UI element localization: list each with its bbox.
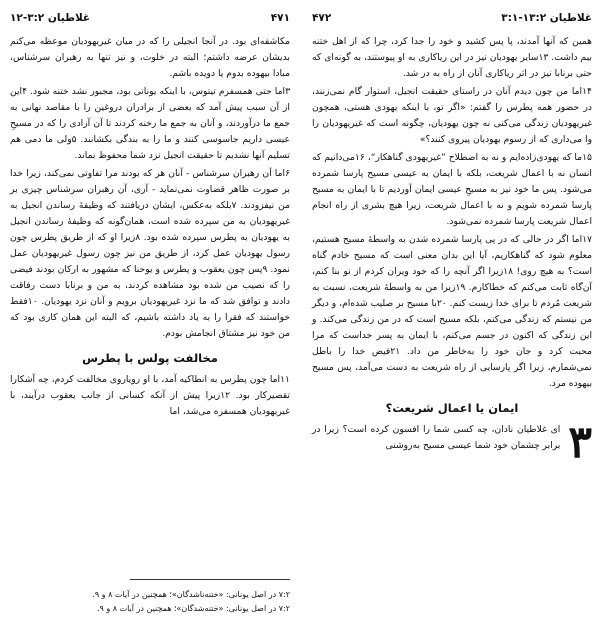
page-text — [312, 34, 593, 468]
footnote: ۷:۲ در اصل یونانی: «ختنه‌شدگان»؛ همچنین در آیات ۸ و ۹. — [96, 604, 290, 613]
paragraph: ای غلاطیان نادان، چه کسی شما را افسون کرده است؟ زیرا در برابر چشمان خود شما عیسی مسیح به‌روشنی — [312, 424, 561, 451]
section-heading: ایمان یا اعمال شریعت؟ — [385, 401, 519, 415]
page-number: ۴۷۱ — [270, 12, 290, 24]
chapter-start — [312, 417, 592, 468]
section-heading: مخالفت پولس با پطرس — [82, 351, 218, 365]
paragraph: ۱۷اما اگر در حالی که در پی پارسا شمرده شدن به واسطهٔ مسیح هستیم، معلوم شود که گناهکاریم، آیا این بدان معنی است که مسیح خادم گناه است؟ به هیچ روی! ۱۸زیرا اگر آنچه را که خود ویران کردم از نو بنا کنم، آن‌گاه ثابت می‌کنم که خطاکارم. ۱۹زیرا من به واسطهٔ شریعت، نسبت به شریعت مُردم تا برای خدا زیست کنم. ۲۰با مسیح بر صلیب شده‌ام، و دیگر من نیستم که زندگی می‌کنم، بلکه مسیح است که در من زندگی می‌کند. و این زندگی که اکنون در جسم می‌کنم، با ایمان به پسر خداست که مرا محبت کرد و جان خود را به‌خاطر من داد. ۲۱فیض خدا را باطل نمی‌شمارم، زیرا اگر پارسایی از راه شریعت به دست می‌آمد، پس مسیح بیهوده مرد. — [312, 234, 593, 389]
paragraph: ۱۴اما من چون دیدم آنان در راستای حقیقت انجیل، استوار گام نمی‌زنند، در حضور همه پطرس را گفتم: «اگر تو، با اینکه یهودی هستی، همچون غیریهودیان زندگی می‌کنی نه چون یهودیان، چگونه است که غیریهودیان را وا می‌داری که از رسوم یهودیان پیروی کنند؟» — [312, 86, 592, 145]
chapter-number: ۳ — [568, 417, 592, 468]
page-text — [10, 34, 290, 422]
paragraph: ۱۵ما که یهودی‌زاده‌ایم و نه به اصطلاح ”غیریهودی گناهکار“، ۱۶می‌دانیم که انسان نه با اعمال شریعت، بلکه با ایمان به عیسی مسیح پارسا شمرده می‌شود. پس ما خود نیز به مسیحِ عیسی ایمان آوردیم تا با ایمان به مسیح پارسا شمرده شویم و نه با اعمال شریعت، زیرا هیچ بشری از راه انجام اعمال شریعت پارسا شمرده نمی‌شود. — [312, 152, 592, 227]
paragraph: مکاشفه‌ای بود. در آنجا انجیلی را که در میان غیریهودیان موعظه می‌کنم بدیشان عرضه داشتم؛ البته در خلوت، و نیز تنها به رهبران سرشناس، مبادا بیهوده بدوم یا دویده باشم. — [10, 36, 290, 79]
page-header — [10, 10, 290, 26]
footnotes — [10, 588, 290, 616]
chapter-reference: غلاطیان ۳:۲-۱۲ — [10, 12, 91, 24]
paragraph: همین که آنها آمدند، پا پس کشید و خود را جدا کرد، چرا که از اهل ختنه بیم داشت. ۱۳سایر یهودیان نیز در این ریاکاری به او پیوستند، به گونه‌ای که حتی برنابا نیز در اثر ریاکاری آنان از راه به در شد. — [312, 36, 592, 79]
paragraph: ۶اما آن رهبران سرشناس - آنان هر که بودند مرا تفاوتی نمی‌کند، زیرا خدا بر صورت ظاهر قضاوت نمی‌نماید - آری، آن رهبران سرشناس چیزی بر من نیفزودند. ۷بلکه به‌عکس، ایشان دریافتند که وظیفهٔ رساندن انجیل به غیریهودیان به من سپرده شده است، همان‌گونه که وظیفهٔ رساندن انجیل به یهودیان به پطرس سپرده شده بود. ۸زیرا او که از طریق پطرس چون رسول یهودیان عمل کرد، از طریق من نیز چون رسول غیریهودیان عمل نمود. ۹پس چون یعقوب و پطرس و یوحنا که مشهور به ارکان بودند فیضی را که نصیب من شده بود مشاهده کردند، به من و برنابا دست رفاقت دادند و توافق شد که ما نزد غیریهودیان برویم و آنان نزد یهودیان. ۱۰فقط خواستند که فقرا را به یاد داشته باشیم، که البته این همان کاری بود که من خود نیز مشتاق انجامش بودم. — [10, 168, 290, 339]
page-right — [312, 0, 592, 626]
page-header — [312, 10, 592, 26]
footnote-divider — [130, 579, 290, 580]
footnote: ۷:۲ در اصل یونانی: «ختنه‌ناشدگان»؛ همچنین در آیات ۸ و ۹. — [92, 590, 290, 599]
paragraph: ۱۱اما چون پطرس به انطاکیه آمد، با او رویاروی مخالفت کردم، چه آشکارا تقصیرکار بود. ۱۲زیرا پیش از آنکه کسانی از جانب یعقوب درآیند، با غیریهودیان همسفره می‌شد، اما — [10, 374, 290, 417]
paragraph: ۳اما حتی همسفرم تیتوس، با اینکه یونانی بود، مجبور نشد ختنه شود. ۴این از آن سبب پیش آمد که بعضی از برادران دروغین را با مقاصد نهانی به جمع ما درآوردند، و آنان به جمع ما رخنه کردند تا آن آزادی را که در مسیحِ عیسی داریم جاسوسی کنند و ما را به بندگی بکشانند. ۵ولی ما دمی هم تسلیم آنها نشدیم تا حقیقت انجیل نزد شما محفوظ بماند. — [10, 86, 290, 161]
page-number: ۴۷۲ — [312, 12, 332, 24]
chapter-reference: غلاطیان ۱۳:۲-۳:۱ — [501, 12, 592, 24]
page-left — [10, 0, 290, 626]
